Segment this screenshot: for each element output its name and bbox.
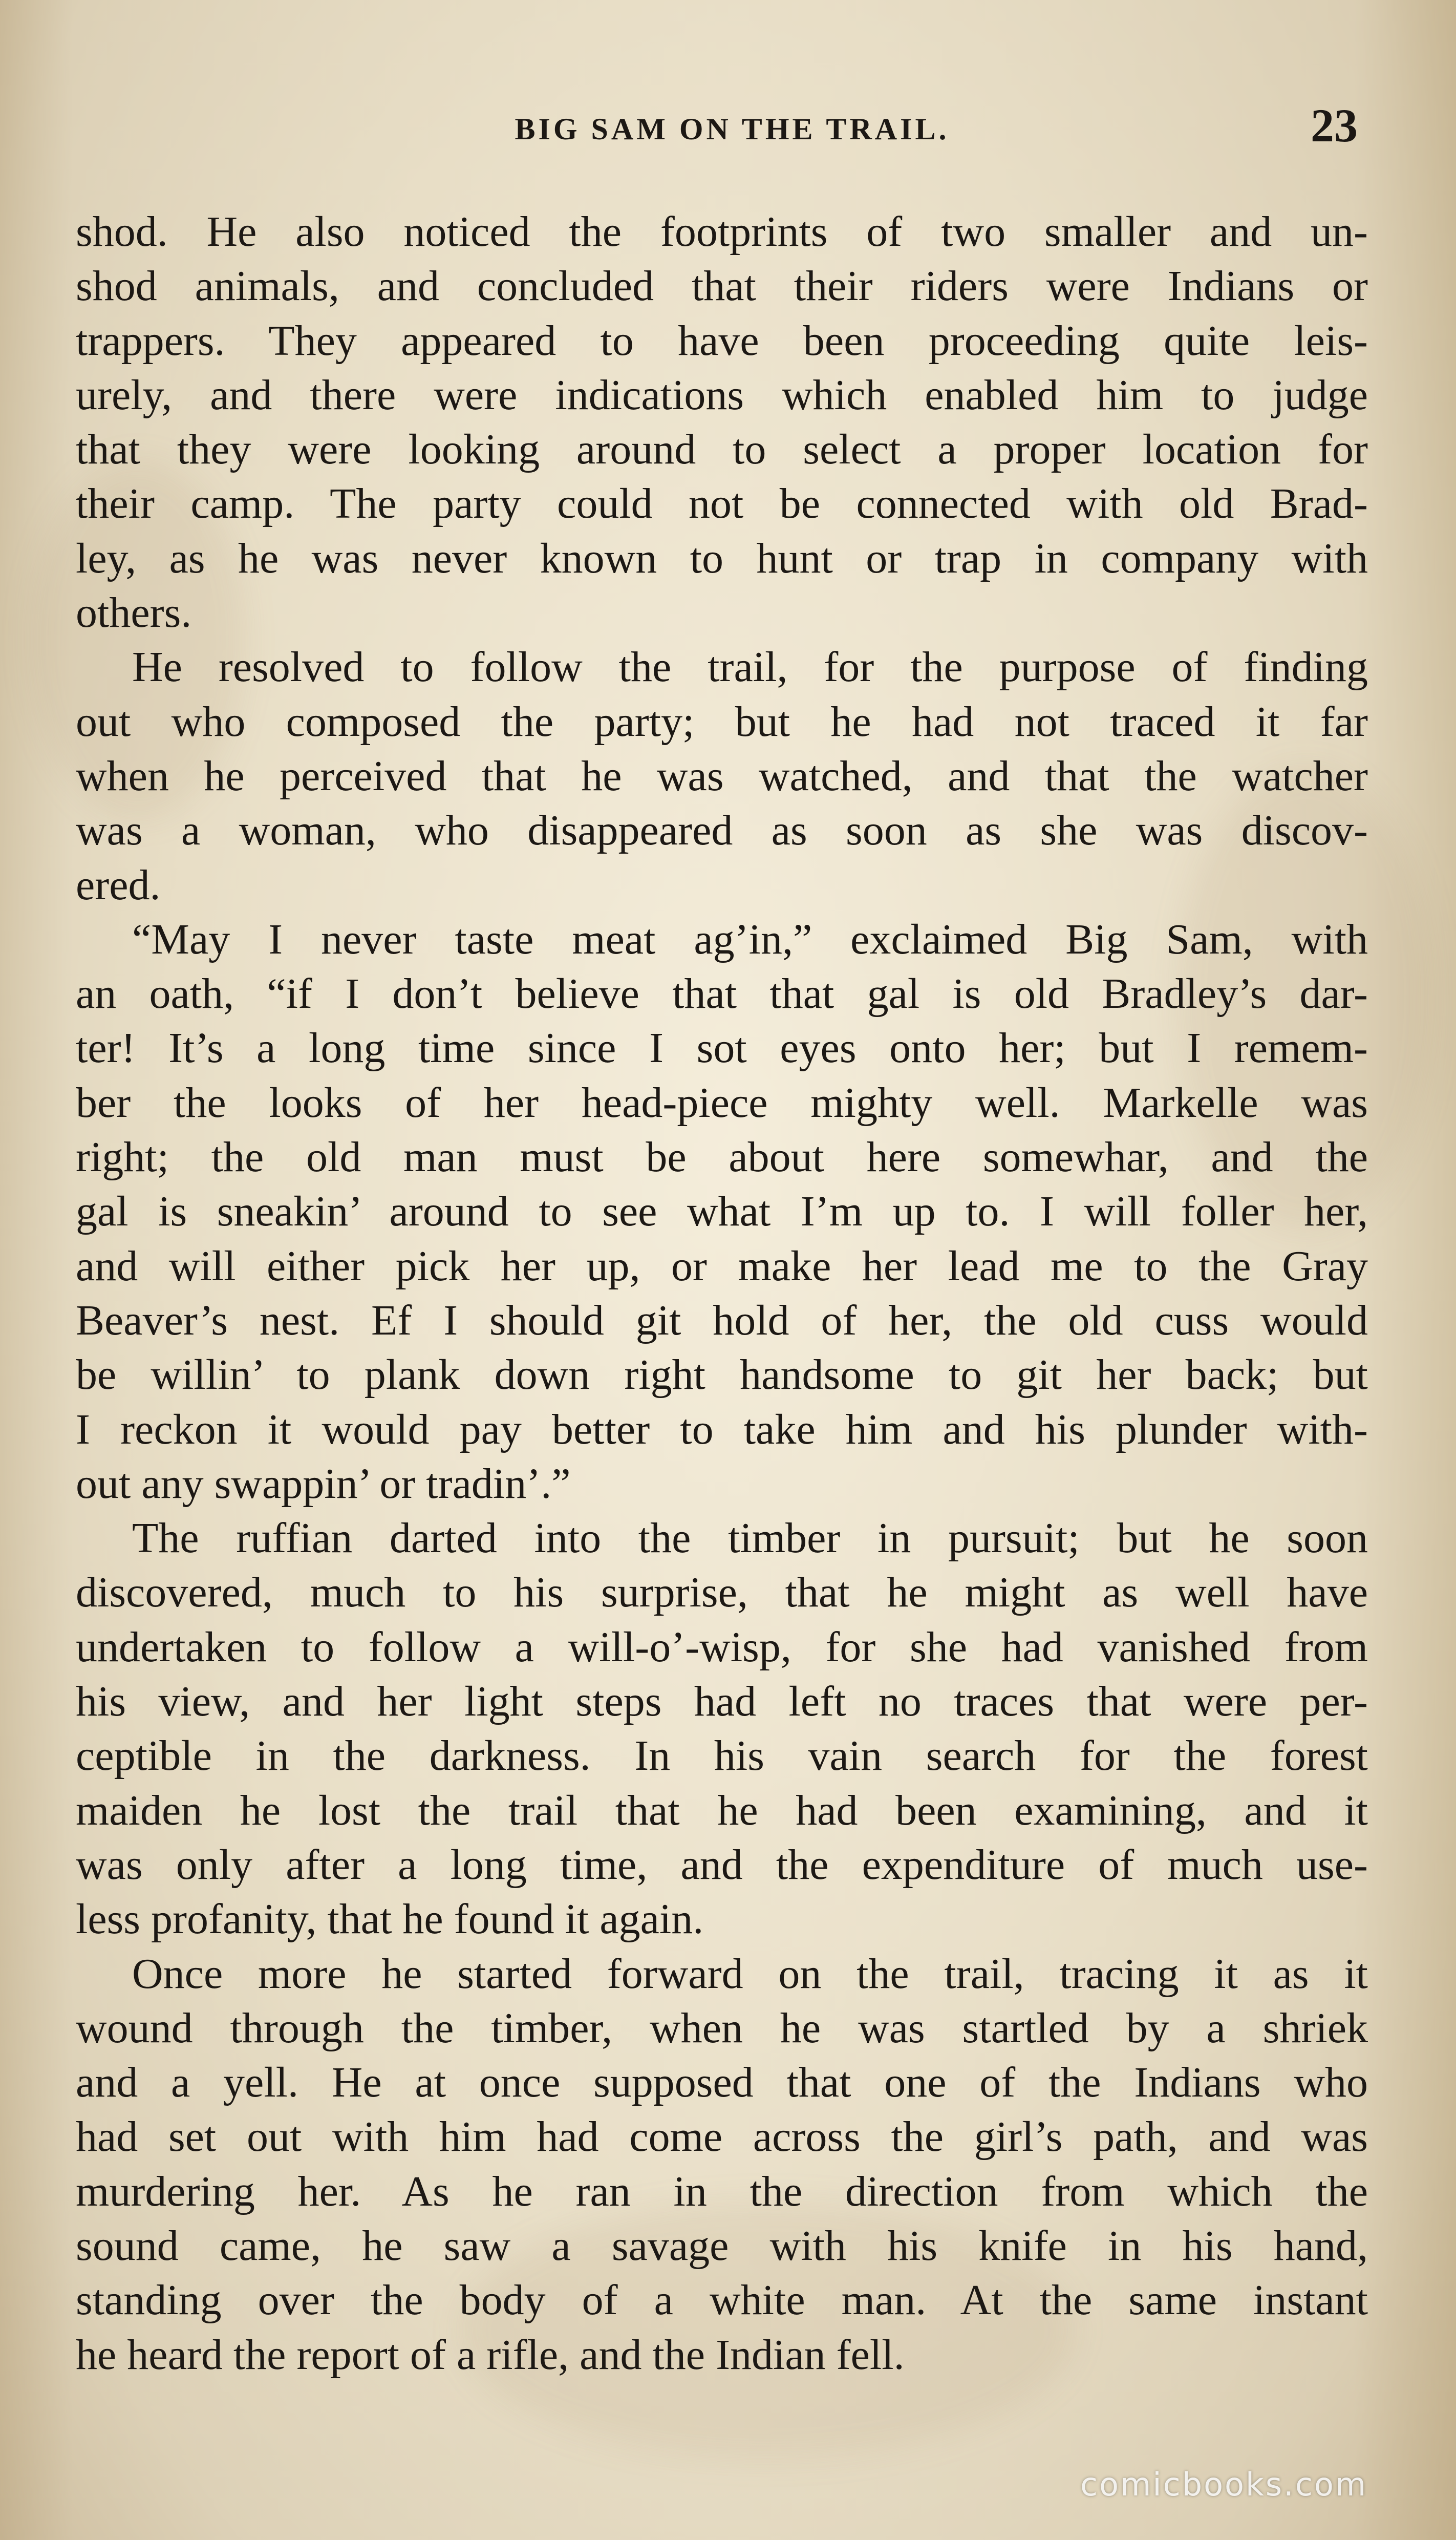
text-line: less profanity, that he found it again.: [76, 1895, 704, 1943]
text-line: ley, as he was never known to hunt or trap in company with: [76, 534, 1368, 582]
body-text: [76, 205, 1368, 2382]
text-line: their camp. The party could not be connected with old Brad-: [76, 480, 1368, 528]
text-line: was only after a long time, and the expenditure of much use-: [76, 1840, 1368, 1889]
text-line: he heard the report of a rifle, and the Indian fell.: [76, 2331, 905, 2379]
text-line: and will either pick her up, or make her lead me to the Gray: [76, 1242, 1368, 1290]
text-line: be willin’ to plank down right handsome to git her back; but: [76, 1351, 1368, 1399]
text-line: urely, and there were indications which enabled him to judge: [76, 371, 1368, 419]
text-line: murdering her. As he ran in the direction from which the: [76, 2167, 1368, 2215]
text-line: when he perceived that he was watched, and that the watcher: [76, 752, 1368, 800]
text-line: ter! It’s a long time since I sot eyes onto her; but I remem-: [76, 1024, 1368, 1072]
text-line: standing over the body of a white man. At the same instant: [76, 2276, 1368, 2324]
paragraph: [76, 913, 1368, 1511]
paragraph: [76, 205, 1368, 640]
text-line: The ruffian darted into the timber in pursuit; but he soon: [132, 1514, 1368, 1562]
text-line: gal is sneakin’ around to see what I’m up to. I will foller her,: [76, 1188, 1368, 1236]
text-line: He resolved to follow the trail, for the purpose of finding: [132, 643, 1368, 691]
text-line: undertaken to follow a will-o’-wisp, for she had vanished from: [76, 1623, 1368, 1671]
text-line: that they were looking around to select a proper location for: [76, 426, 1368, 474]
text-line: discovered, much to his surprise, that he might as well have: [76, 1569, 1368, 1617]
text-line: out any swappin’ or tradin’.”: [76, 1459, 571, 1508]
text-line: ber the looks of her head-piece mighty well. Markelle was: [76, 1078, 1368, 1127]
text-line: I reckon it would pay better to take him and his plunder with-: [76, 1405, 1368, 1453]
text-line: others.: [76, 589, 192, 637]
text-line: his view, and her light steps had left no traces that were per-: [76, 1678, 1368, 1726]
text-line: wound through the timber, when he was startled by a shriek: [76, 2004, 1368, 2052]
paragraph: [76, 1511, 1368, 1946]
paragraph: [76, 1947, 1368, 2382]
text-line: ered.: [76, 861, 161, 909]
text-line: was a woman, who disappeared as soon as she was discov-: [76, 807, 1368, 855]
text-line: trappers. They appeared to have been proceeding quite leis-: [76, 316, 1368, 365]
text-line: right; the old man must be about here somewhar, and the: [76, 1133, 1368, 1181]
text-line: shod. He also noticed the footprints of two smaller and un-: [76, 208, 1368, 256]
page-number: 23: [1311, 99, 1358, 152]
text-line: an oath, “if I don’t believe that that gal is old Bradley’s dar-: [76, 970, 1368, 1018]
watermark: comicbooks.com: [1080, 2466, 1368, 2503]
text-line: out who composed the party; but he had not traced it far: [76, 697, 1368, 746]
paragraph: [76, 640, 1368, 912]
running-title: BIG SAM ON THE TRAIL.: [515, 112, 950, 146]
text-line: Beaver’s nest. Ef I should git hold of her, the old cuss would: [76, 1296, 1368, 1344]
text-line: had set out with him had come across the girl’s path, and was: [76, 2113, 1368, 2161]
text-line: and a yell. He at once supposed that one of the Indians who: [76, 2059, 1368, 2107]
text-line: maiden he lost the trail that he had been examining, and it: [76, 1786, 1368, 1834]
text-line: shod animals, and concluded that their riders were Indians or: [76, 262, 1368, 310]
text-line: ceptible in the darkness. In his vain search for the forest: [76, 1732, 1368, 1780]
text-line: sound came, he saw a savage with his knife in his hand,: [76, 2221, 1368, 2270]
text-line: “May I never taste meat ag’in,” exclaimed Big Sam, with: [132, 915, 1368, 963]
text-line: Once more he started forward on the trail, tracing it as it: [132, 1950, 1368, 1998]
